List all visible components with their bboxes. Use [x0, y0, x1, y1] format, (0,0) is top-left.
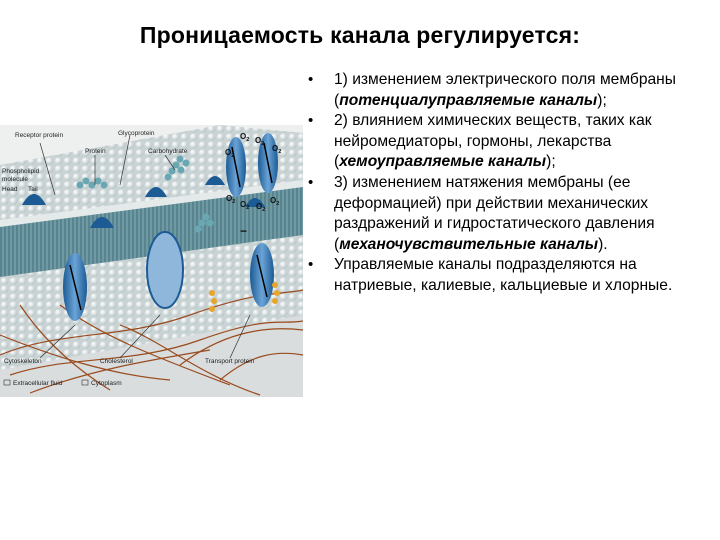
svg-text:−: −	[240, 224, 248, 238]
bullet-marker: •	[308, 112, 314, 130]
label-glycoprotein: Glycoprotein	[118, 130, 155, 137]
membrane-diagram	[0, 125, 303, 397]
svg-text:O2: $O_2$	[225, 148, 235, 159]
slide-title: Проницаемость канала регулируется:	[139, 22, 581, 48]
label-head: Head	[2, 186, 18, 193]
svg-text:O2: $O_2$	[240, 200, 250, 211]
bullet-marker: •	[308, 256, 314, 274]
label-transport-protein: Transport protein	[205, 358, 255, 365]
label-carbohydrate: Carbohydrate	[148, 148, 188, 155]
bullet-list	[306, 70, 716, 297]
bullet-item: • 2) влиянием химических веществ, таких как нейромедиаторы, гормоны, лекарства (хемоуправляемые каналы);	[308, 112, 652, 171]
label-cytoplasm: Cytoplasm	[91, 380, 122, 387]
transport-protein-shape	[147, 232, 183, 308]
membrane-figure	[0, 125, 303, 397]
bullet-marker: •	[308, 71, 314, 88]
bullet-item: • 3) изменением натяжения мембраны (ее деформацией) при действии механических раздражений и гидростатического давления (механочувствительные каналы).	[308, 173, 655, 253]
label-extracellular-fluid: Extracellular fluid	[13, 380, 63, 387]
svg-text:O2: $O_2$	[270, 196, 280, 207]
bullet-item: • 1) изменением электрического поля мембраны (потенциалуправляемые каналы);	[308, 71, 676, 109]
label-cholesterol: Cholesterol	[100, 358, 133, 365]
svg-text:O2: $O_2$	[272, 144, 282, 155]
label-tail: Tail	[28, 186, 38, 193]
bullet-marker: •	[308, 173, 314, 191]
label-phospholipid: Phospholipid	[2, 168, 40, 175]
label-cytoskeleton: Cytoskeleton	[4, 358, 42, 365]
svg-text:O2: $O_2$	[226, 194, 236, 205]
svg-text:O2: $O_2$	[240, 132, 250, 143]
svg-text:O2: $O_2$	[256, 202, 266, 213]
label-molecule: molecule	[2, 176, 29, 183]
label-receptor-protein: Receptor protein	[15, 132, 64, 139]
bullet-item: • Управляемые каналы подразделяются на натриевые, калиевые, кальциевые и хлорные.	[308, 256, 673, 294]
label-protein: Protein	[85, 148, 106, 155]
svg-text:O2: $O_2$	[255, 136, 265, 147]
